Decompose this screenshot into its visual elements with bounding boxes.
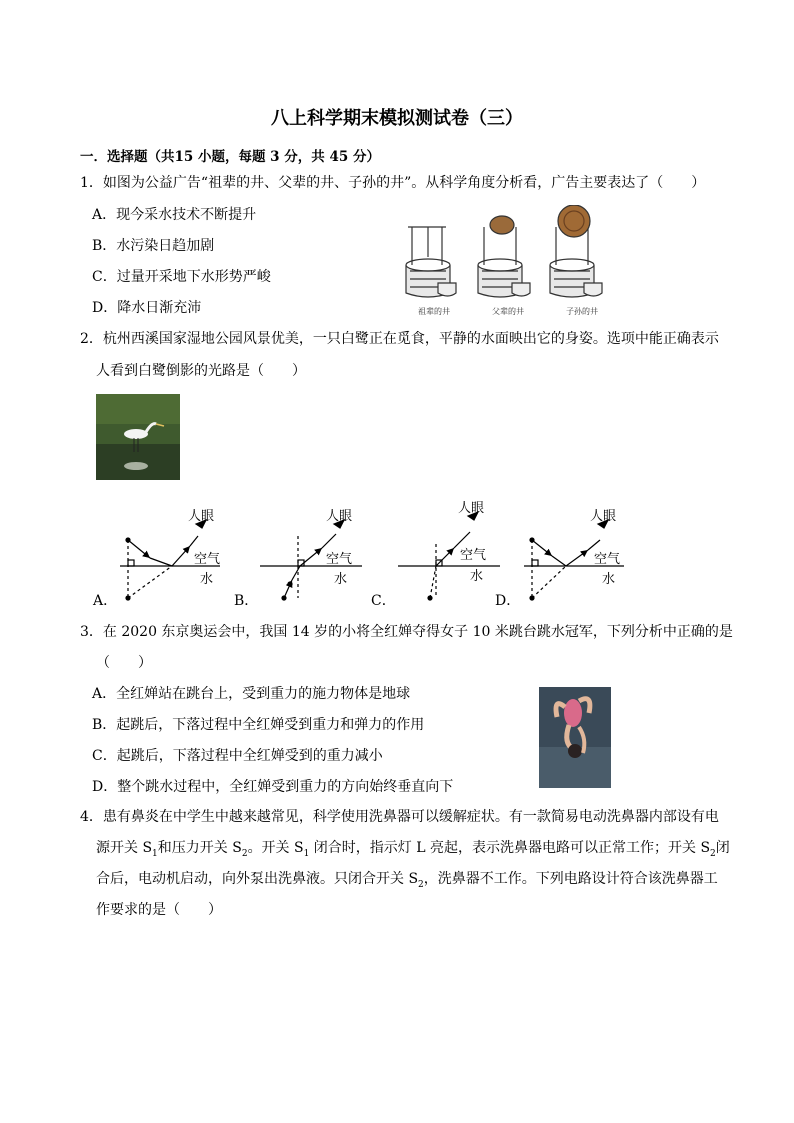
diagram-d-water-label: 水 [602, 572, 616, 587]
q2-stem-line1: 2．杭州西溪国家湿地公园风景优美，一只白鹭正在觅食，平静的水面映出它的身姿。选项中能正确表示 [80, 331, 719, 347]
q1-option-b: B．水污染日趋加剧 [92, 238, 215, 254]
egret-photo [96, 394, 180, 480]
q1-stem: 1．如图为公益广告“祖辈的井、父辈的井、子孙的井”。从科学角度分析看，广告主要表达了（ ） [80, 175, 706, 191]
diagram-a-water-label: 水 [200, 572, 214, 587]
q3-stem-line2: （ ） [96, 655, 152, 671]
caption-grandparents-well: 祖辈的井 [418, 307, 450, 316]
diagram-c-eye-label: 人眼 [458, 501, 485, 516]
light-path-diagrams [90, 496, 650, 606]
diagram-a-air-label: 空气 [194, 552, 221, 567]
diver-photo [539, 687, 611, 788]
q3-option-c: C．起跳后，下落过程中全红婵受到的重力减小 [92, 748, 383, 764]
wells-illustration [398, 205, 618, 305]
q3-option-d: D．整个跳水过程中，全红婵受到重力的方向始终垂直向下 [92, 779, 454, 795]
page-title: 八上科学期末模拟测试卷（三） [271, 108, 523, 129]
diagram-b-eye-label: 人眼 [326, 509, 353, 524]
q3-option-a: A．全红婵站在跳台上，受到重力的施力物体是地球 [92, 686, 411, 702]
caption-parents-well: 父辈的井 [492, 307, 524, 316]
q1-option-c: C．过量开采地下水形势严峻 [92, 269, 271, 285]
q4-stem-line2: 源开关 $S_1$和压力开关 $S_2$。开关 $S_1$ 闭合时，指示灯 L 亮起，表示洗鼻器电路可以正常工作；开关 $S_2$闭 [96, 840, 730, 859]
caption-descendants-well: 子孙的井 [566, 307, 598, 316]
diagram-a-eye-label: 人眼 [188, 509, 215, 524]
diagram-c-option-label: C． [371, 593, 396, 609]
q3-stem-line1: 3．在 2020 东京奥运会中，我国 14 岁的小将全红婵夺得女子 10 米跳台跳水冠军，下列分析中正确的是 [80, 624, 733, 640]
section-heading: 一．选择题（共15 小题，每题 3 分，共 45 分） [80, 149, 380, 165]
parents-well-figure [478, 216, 530, 297]
q1-option-a: A．现今采水技术不断提升 [92, 207, 257, 223]
q4-stem-line1: 4．患有鼻炎在中学生中越来越常见，科学使用洗鼻器可以缓解症状。有一款简易电动洗鼻器内部设有电 [80, 809, 719, 825]
diagram-c-water-label: 水 [470, 569, 484, 584]
diagram-b-option-label: B． [234, 593, 259, 609]
q4-stem-line3: 合后，电动机启动，向外泵出洗鼻液。只闭合开关 $S_2$，洗鼻器不工作。下列电路设计符合该洗鼻器工 [96, 871, 718, 890]
grandparents-well-figure [406, 227, 456, 297]
descendants-well-figure [550, 205, 602, 297]
q1-option-d: D．降水日渐充沛 [92, 300, 202, 316]
diagram-d-eye-label: 人眼 [590, 509, 617, 524]
diagram-d-option-label: D． [495, 593, 521, 609]
diagram-b-air-label: 空气 [326, 552, 353, 567]
diagram-a-option-label: A． [93, 593, 118, 609]
diagram-b-water-label: 水 [334, 572, 348, 587]
q2-stem-line2: 人看到白鹭倒影的光路是（ ） [96, 363, 306, 379]
diagram-d-air-label: 空气 [594, 552, 621, 567]
q3-option-b: B．起跳后，下落过程中全红婵受到重力和弹力的作用 [92, 717, 425, 733]
diagram-c-air-label: 空气 [460, 548, 487, 563]
q4-stem-line4: 作要求的是（ ） [96, 902, 222, 918]
